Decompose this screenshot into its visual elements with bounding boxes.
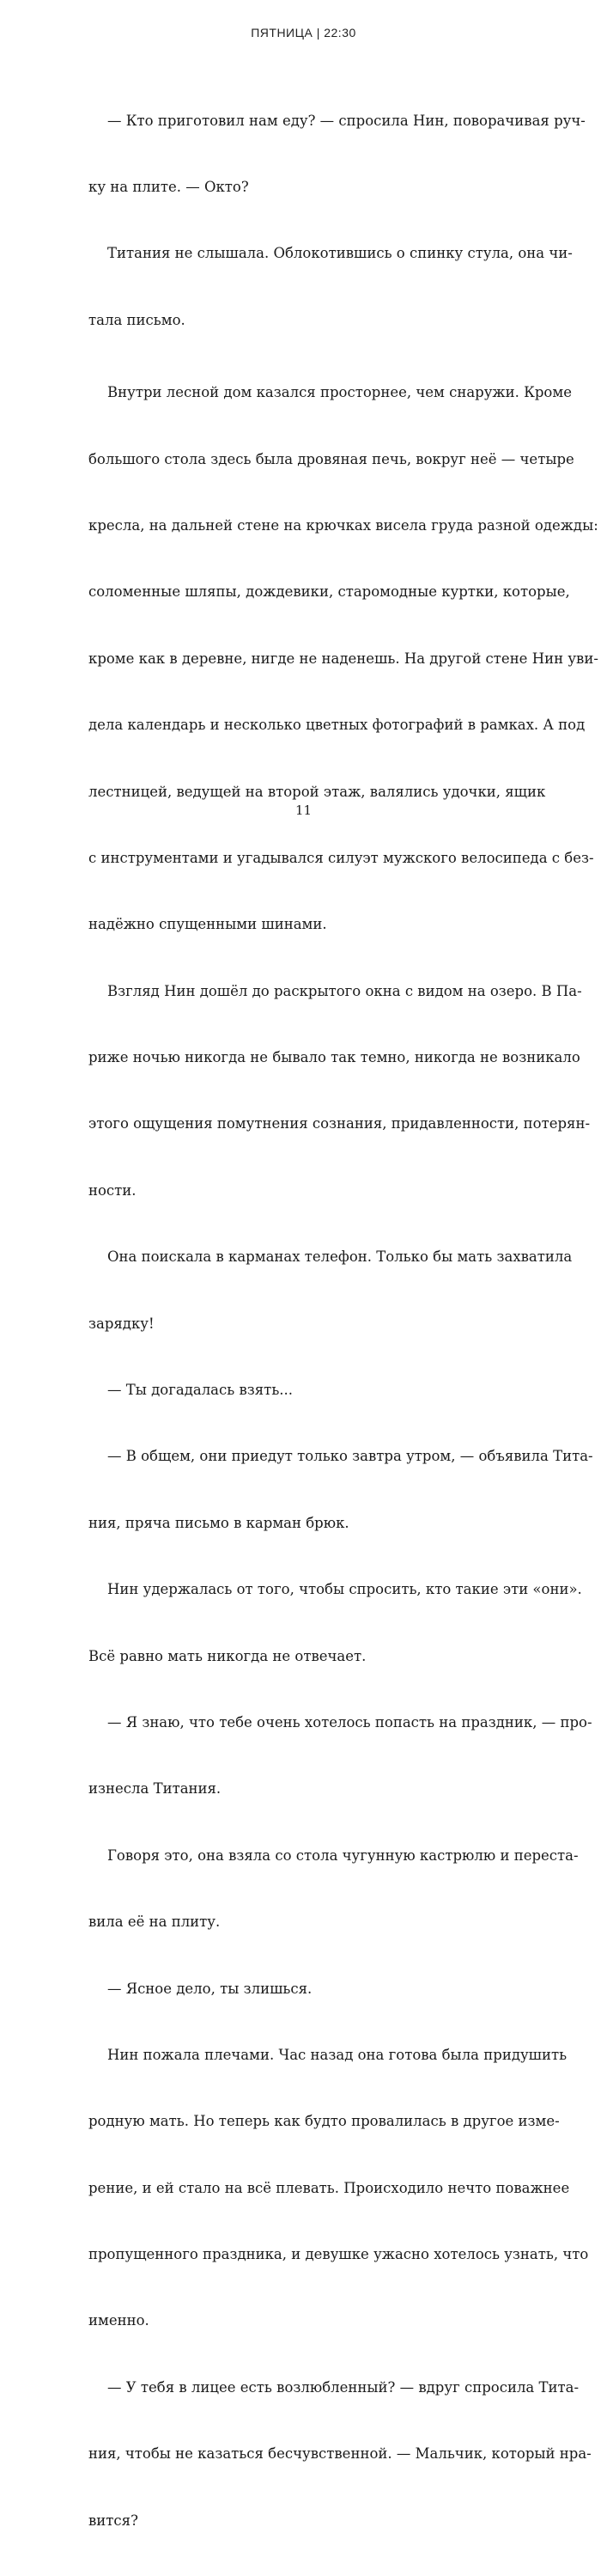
text-line: ния, пряча письмо в карман брюк. [88, 1514, 349, 1531]
text-line: Нин пожала плечами. Час назад она готова была придушить [107, 2046, 568, 2063]
text-line: Нин удержалась от того, чтобы спросить, кто такие эти «они». [107, 1581, 582, 1598]
text-line: кроме как в деревне, нигде не наденешь. На другой стене Нин уви- [88, 650, 598, 667]
text-line: кресла, на дальней стене на крючках висела груда разной одежды: [88, 516, 598, 534]
text-line: — В общем, они приедут только завтра утром, — объявила Тита- [107, 1448, 593, 1465]
text-line: ности. [88, 1181, 137, 1199]
text-line: рение, и ей стало на всё плевать. Происходило нечто поважнее [88, 2179, 570, 2196]
body-text [88, 65, 598, 2576]
text-line: дела календарь и несколько цветных фотографий в рамках. А под [88, 717, 586, 734]
text-line: родную мать. Но теперь как будто провалилась в другое изме- [88, 2113, 560, 2130]
text-line: — У тебя в лицее есть возлюбленный? — вдруг спросила Тита- [107, 2378, 580, 2396]
text-line: вила её на плиту. [88, 1914, 221, 1931]
text-line: изнесла Титания. [88, 1780, 222, 1798]
text-line: надёжно спущенными шинами. [88, 916, 327, 933]
text-line: — Ты догадалась взять... [107, 1382, 294, 1399]
text-line: Говоря это, она взяла со стола чугунную кастрюлю и переста- [107, 1847, 579, 1864]
text-line: лестницей, ведущей на второй этаж, валялись удочки, ящик [88, 783, 546, 800]
text-line: Всё равно мать никогда не отвечает. [88, 1647, 367, 1664]
page-number: 11 [294, 803, 313, 818]
text-line: Внутри лесной дом казался просторнее, чем снаружи. Кроме [107, 384, 572, 401]
text-line: с инструментами и угадывался силуэт мужского велосипеда с без- [88, 849, 594, 866]
text-line: соломенные шляпы, дождевики, старомодные куртки, которые, [88, 583, 570, 601]
text-line: Она поискала в карманах телефон. Только бы мать захватила [107, 1248, 573, 1266]
text-line: пропущенного праздника, и девушке ужасно хотелось узнать, что [88, 2246, 589, 2263]
text-line: этого ощущения помутнения сознания, придавленности, потерян- [88, 1115, 591, 1132]
text-line: Титания не слышала. Облокотившись о спинку стула, она чи- [107, 245, 573, 262]
text-line: ния, чтобы не казаться бесчувственной. — Мальчик, который нра- [88, 2445, 592, 2463]
text-line: — Ясное дело, ты злишься. [107, 1980, 313, 1997]
text-line: вится? [88, 2512, 138, 2529]
text-line: именно. [88, 2312, 149, 2329]
text-line: — Кто приготовил нам еду? — спросила Нин, поворачивая руч- [107, 112, 586, 129]
running-head: ПЯТНИЦА | 22:30 [251, 26, 356, 40]
text-line: зарядку! [88, 1315, 155, 1332]
text-line: ку на плите. — Окто? [88, 178, 249, 195]
text-line: тала письмо. [88, 311, 185, 328]
text-line: большого стола здесь была дровяная печь, вокруг неё — четыре [88, 450, 574, 467]
text-line: — Я знаю, что тебе очень хотелось попасть на праздник, — про- [107, 1713, 592, 1731]
text-line: риже ночью никогда не бывало так темно, никогда не возникало [88, 1049, 580, 1066]
text-line: Взгляд Нин дошёл до раскрытого окна с видом на озеро. В Па- [107, 982, 582, 999]
